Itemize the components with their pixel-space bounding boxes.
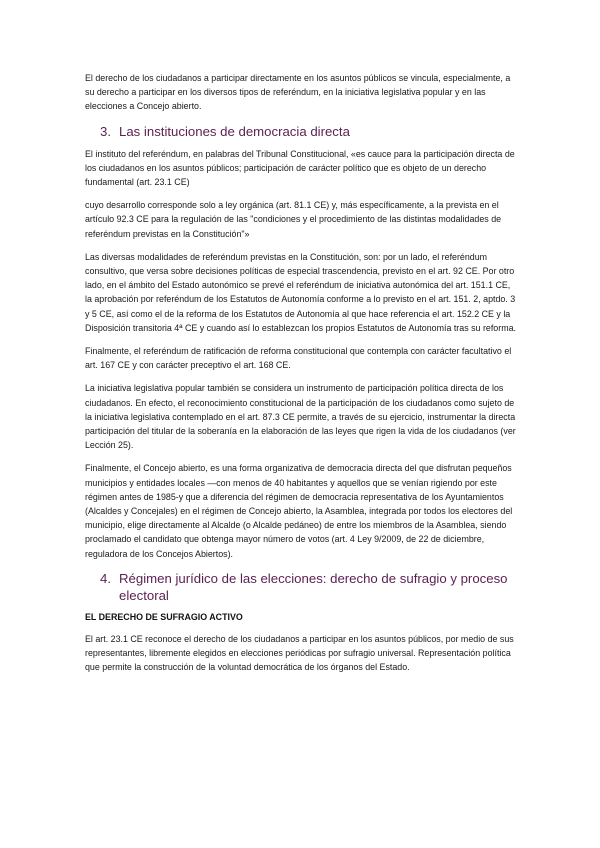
paragraph-reforma-constitucional: Finalmente, el referéndum de ratificación de reforma constitucional que contempla con carácter facultativo el art. 167 CE y con carácter preceptivo el art. 168 CE. (85, 346, 512, 371)
paragraph-concejo-abierto: Finalmente, el Concejo abierto, es una forma organizativa de democracia directa del que disfrutan pequeños municipios y entidades locales —con menos de 40 habitantes y aquellos que se venían rigiendo por este régimen antes de 1985-y que a diferencia del régimen de democracia representativa de los Ayuntamientos (Alcaldes y Concejales) en el régimen de Concejo abierto, la Asamblea, integrada por todos los electores del municipio, elige directamente al Alcalde (o Alcalde pedáneo) de entre los miembros de la Asamblea, siendo proclamado el candidato que obtenga mayor número de votos (art. 4 Ley 9/2009, de 22 de diciembre, reguladora de los Concejos Abiertos). (85, 463, 513, 559)
section-number: 4. (100, 570, 111, 586)
section-heading-3 (85, 123, 517, 140)
paragraph-ley-organica: cuyo desarrollo corresponde solo a ley orgánica (art. 81.1 CE) y, más específicamente, a la prevista en el artículo 92.3 CE para la regulación de las "condiciones y el procedimiento de las distintas modalidades de referéndum previstas en la Constitución"» (85, 200, 502, 239)
section-title: Las instituciones de democracia directa (119, 123, 350, 139)
paragraph-iniciativa-legislativa: La iniciativa legislativa popular también se considera un instrumento de participación política directa de los ciudadanos. En efecto, el reconocimiento constitucional de la participación de los ciudadanos como sujeto de la iniciativa legislativa contemplado en el art. 87.3 CE permite, a través de su ejercicio, instrumentar la directa participación del titular de la soberanía en la elaboración de las leyes que rigen la vida de los ciudadanos (ver Lección 25). (85, 383, 516, 451)
section-heading-4 (85, 570, 517, 604)
paragraph-referendum-instituto: El instituto del referéndum, en palabras del Tribunal Constitucional, «es cauce para la participación directa de los ciudadanos en los asuntos públicos; participación de carácter político que es objeto de un derecho fundamental (art. 23.1 CE) (85, 148, 515, 188)
subheading-sufragio-activo: EL DERECHO DE SUFRAGIO ACTIVO (85, 611, 243, 622)
paragraph-art-23: El art. 23.1 CE reconoce el derecho de los ciudadanos a participar en los asuntos públicos, por medio de sus representantes, libremente elegidos en elecciones periódicas por sufragio universal. Representación política que permite la construcción de la voluntad democrática de los órganos del Estado. (85, 633, 514, 673)
section-title: Régimen jurídico de las elecciones: derecho de sufragio y proceso electoral (119, 570, 508, 603)
paragraph-participacion-directa: El derecho de los ciudadanos a participar directamente en los asuntos públicos se vincula, especialmente, a su derecho a participar en los diversos tipos de referéndum, en la iniciativa legislativa popular y en las elecciones a Concejo abierto. (85, 73, 511, 112)
document-page (85, 71, 517, 684)
paragraph-modalidades-referendum: Las diversas modalidades de referéndum previstas en la Constitución, son: por un lado, el referéndum consultivo, que versa sobre decisiones políticas de especial trascendencia, previsto en el art. 92 CE. Por otro lado, en el ámbito del Estado autonómico se prevé el referéndum de iniciativa autonómica del art. 151.1 CE, la aprobación por referéndum de los Estatutos de Autonomía conforme a lo previsto en el art. 151. 2, aptdo. 3 y 5 CE, así como el de la reforma de los Estatutos de Autonomía al que hace referencia el art. 152.2 CE y la Disposición transitoria 4ª CE y cuando así lo establezcan los propios Estatutos de Autonomía tras su reforma. (85, 251, 516, 333)
section-number: 3. (100, 123, 111, 139)
